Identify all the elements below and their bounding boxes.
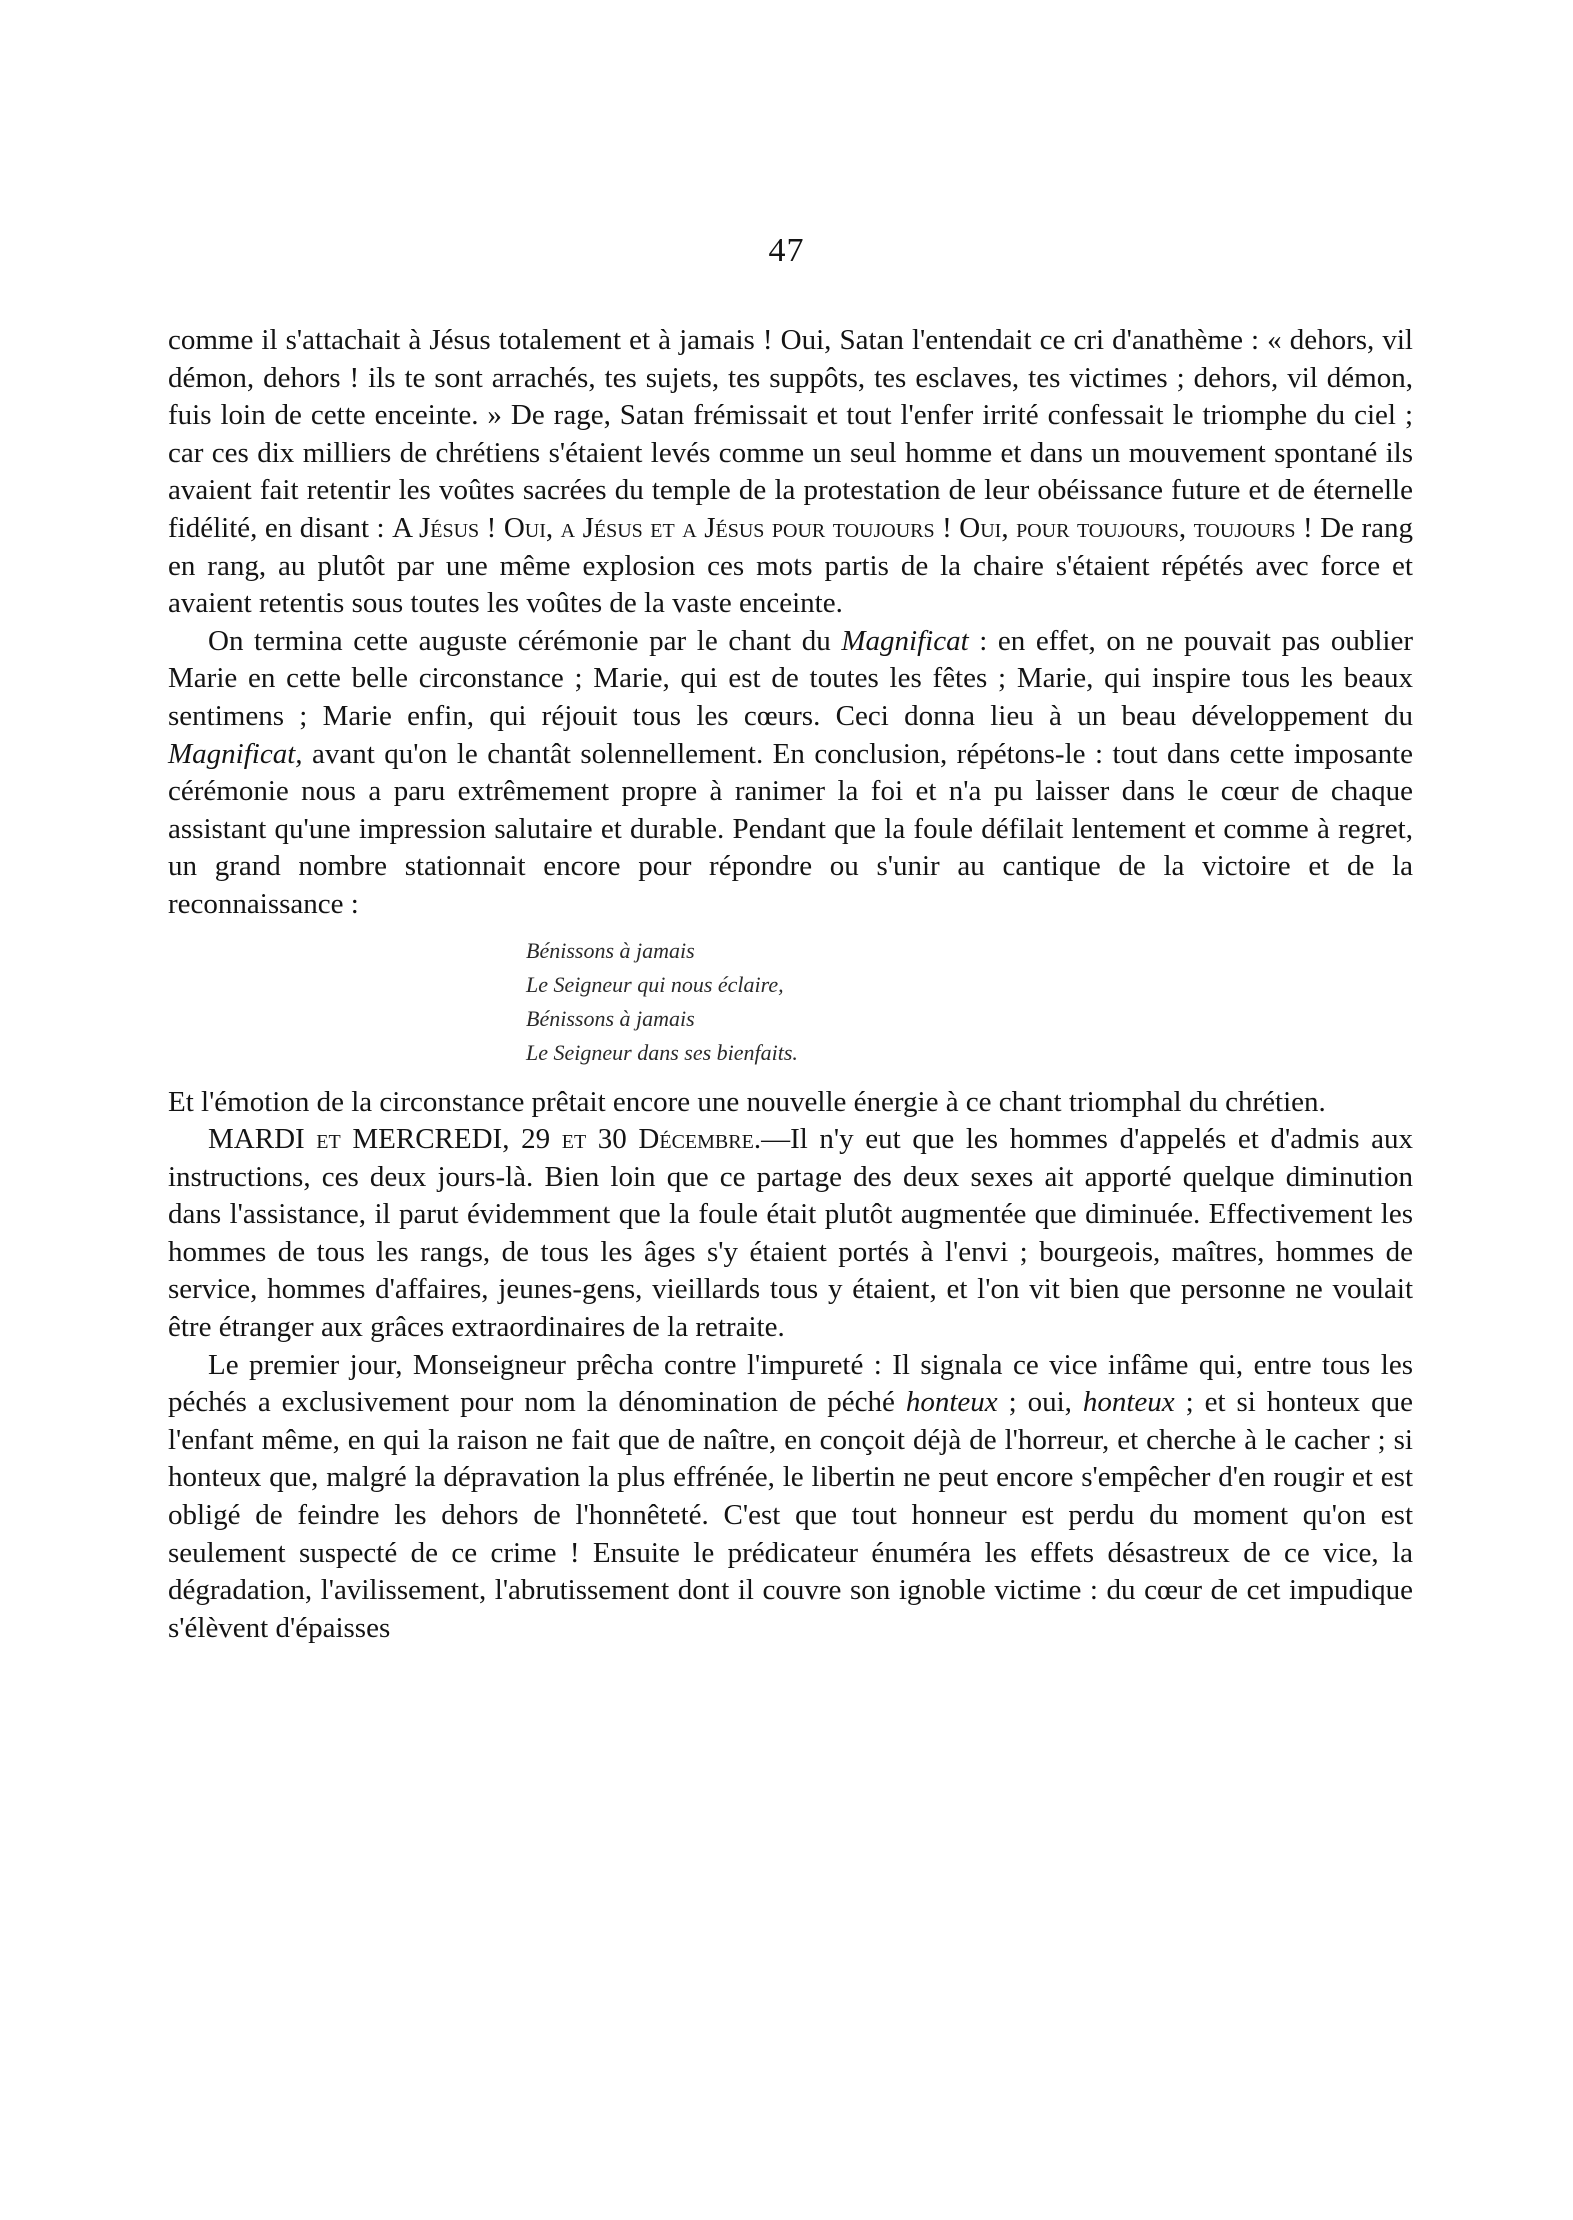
paragraph-emotion: Et l'émotion de la circonstance prêtait encore une nouvelle énergie à ce chant triomphal du chrétien. bbox=[168, 1085, 1326, 1118]
magnificat-word-2: Magnificat, bbox=[168, 737, 303, 770]
paragraph-premier-jour bbox=[168, 1347, 1413, 1648]
page-number: 47 bbox=[768, 232, 805, 269]
honteux-word-2: honteux bbox=[1082, 1386, 1175, 1419]
hymn-verse bbox=[526, 934, 1413, 1070]
paragraph-satan-text-2: De rang en rang, au plutôt par une même explosion ces mots partis de la chaire s'étaient répétés avec force et avaient retentis sous toutes les voûtes de la vaste enceinte. bbox=[168, 511, 1413, 620]
paragraph-satan-text-1: comme il s'attachait à Jésus totalement et à jamais ! Oui, Satan l'entendait ce cri d'anathème : « dehors, vil démon, dehors ! ils te sont arrachés, tes sujets, tes suppôts, tes esclaves, tes victimes ; dehors, vil démon, fuis loin de cette enceinte. » De rage, Satan frémissait et tout l'enfer irrité confessait le triomphe du ciel ; car ces dix milliers de chrétiens s'étaient levés comme un seul homme et dans un mouvement spontané ils avaient fait retentir les voûtes sacrées du temple de la protestation de leur obéissance future et de éternelle fidélité, en disant : bbox=[168, 324, 1413, 544]
paragraph-magnificat bbox=[168, 623, 1413, 924]
paragraph-mardi bbox=[168, 1121, 1413, 1347]
paragraph-satan bbox=[168, 322, 1413, 623]
verse-line: Le Seigneur dans ses bienfaits. bbox=[526, 1039, 798, 1065]
paragraph-magnificat-text-2: : en effet, on ne pouvait pas oublier Marie en cette belle circonstance ; Marie, qui est de toutes les fêtes ; Marie, qui inspire tous les beaux sentimens ; Marie enfin, qui réjouit tous les cœurs. Ceci donna lieu à un beau développement du bbox=[168, 624, 1413, 732]
verse-line: Le Seigneur qui nous éclaire, bbox=[526, 971, 784, 997]
body-text bbox=[168, 322, 1413, 1647]
paragraph-magnificat-text-1: On termina cette auguste cérémonie par le chant du bbox=[208, 624, 842, 657]
paragraph-premier-jour-text-3: ; et si honteux que l'enfant même, en qui la raison ne fait que de naître, en conçoit déjà de l'horreur, et cherche à le cacher ; si honteux que, malgré la dépravation la plus effrénée, le libertin ne peut encore s'empêcher d'en rougir et est obligé de feindre les dehors de l'honnêteté. C'est que tout honneur est perdu du moment qu'on est seulement suspecté de ce crime ! Ensuite le prédicateur énuméra les effets désastreux de ce vice, la dégradation, l'avilissement, l'abrutissement dont il couvre son ignoble victime : du cœur de cet impudique s'élèvent d'épaisses bbox=[168, 1386, 1413, 1644]
paragraph-mardi-text: —Il n'y eut que les hommes d'appelés et d'admis aux instructions, ces deux jours-là. Bien loin que ce partage des deux sexes ait apporté quelque diminution dans l'assistance, il parut évidemment que la foule était plutôt augmentée que diminuée. Effectivement les hommes de tous les rangs, de tous les âges s'y étaient portés à l'envi ; bourgeois, maîtres, hommes de service, hommes d'affaires, jeunes-gens, vieillards tous y étaient, et l'on vit bien que personne ne voulait être étranger aux grâces extraordinaires de la retraite. bbox=[168, 1123, 1413, 1344]
paragraph-premier-jour-text-1: Le premier jour, Monseigneur prêcha contre l'impureté : Il signala ce vice infâme qui, entre tous les péchés a exclusivement pour nom la dénomination de péché bbox=[168, 1348, 1413, 1419]
magnificat-word-1: Magnificat bbox=[841, 624, 969, 657]
verse-line: Bénissons à jamais bbox=[526, 1005, 695, 1031]
paragraph-premier-jour-text-2: ; oui, bbox=[997, 1386, 1083, 1419]
honteux-word-1: honteux bbox=[905, 1386, 998, 1419]
verse-line: Bénissons à jamais bbox=[526, 937, 695, 963]
paragraph-magnificat-text-3: avant qu'on le chantât solennellement. En conclusion, répétons-le : tout dans cette imposante cérémonie nous a paru extrêmement propre à ranimer la foi et n'a pu laisser dans le cœur de chaque assistant qu'une impression salutaire et durable. Pendant que la foule défilait lentement et comme à regret, un grand nombre stationnait encore pour répondre ou s'unir au cantique de la victoire et de la reconnaissance : bbox=[168, 737, 1413, 920]
date-heading: MARDI et MERCREDI, 29 et 30 Décembre. bbox=[208, 1123, 762, 1156]
acclamation-text: A Jésus ! Oui, a Jésus et a Jésus pour toujours ! Oui, pour toujours, toujours ! bbox=[392, 511, 1313, 544]
